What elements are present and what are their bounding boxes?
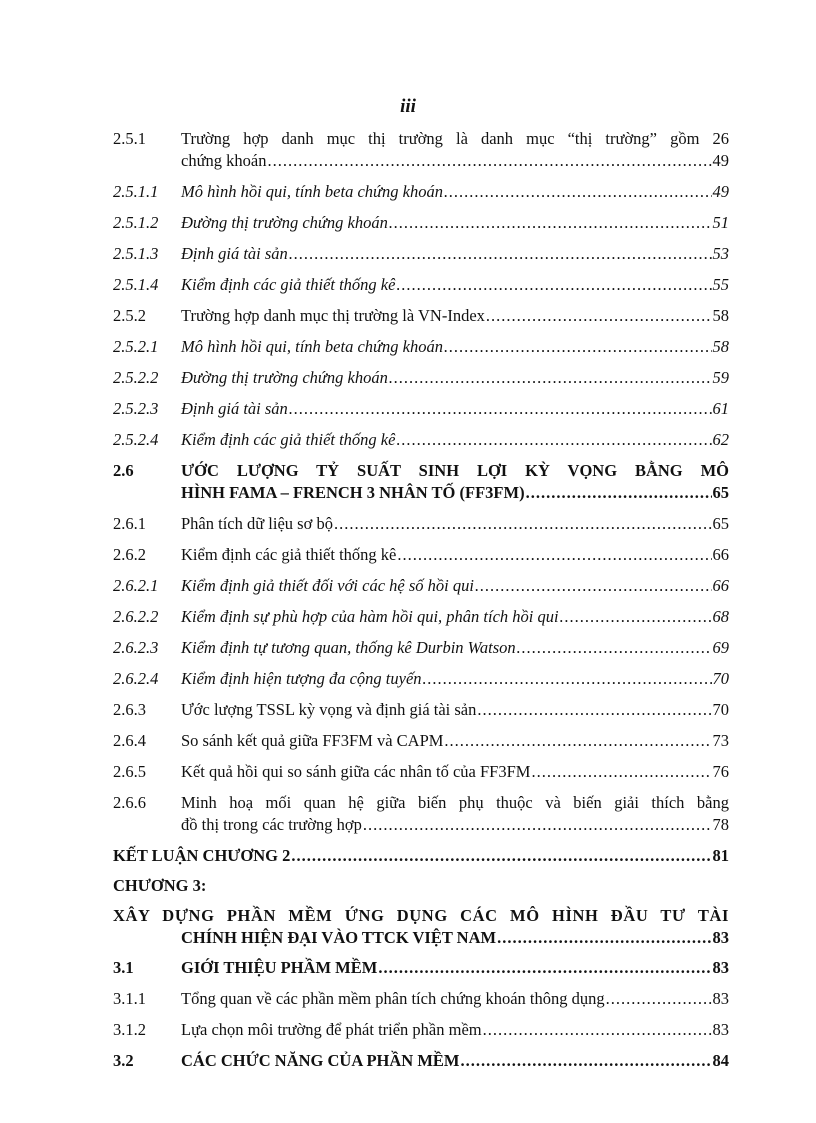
toc-entry-title: GIỚI THIỆU PHẦM MỀM <box>181 958 378 977</box>
toc-entry-number: 2.6.5 <box>113 762 146 781</box>
toc-entry-title: Phân tích dữ liệu sơ bộ <box>181 514 333 533</box>
toc-entry-title: KẾT LUẬN CHƯƠNG 2 <box>113 846 291 865</box>
toc-entry[interactable] <box>113 336 729 358</box>
toc-page-number: 58 <box>712 337 729 356</box>
toc-leader-dots <box>363 814 712 836</box>
toc-entry[interactable] <box>113 761 729 783</box>
toc-entry[interactable] <box>113 305 729 327</box>
toc-entry-number: 2.5.1.3 <box>113 244 159 263</box>
toc-entry-body <box>181 988 729 1010</box>
toc-entry-number: 2.5.1.4 <box>113 275 159 294</box>
toc-entry[interactable] <box>113 905 729 949</box>
toc-leader-dots <box>477 699 711 721</box>
toc-entry-number: 2.6.3 <box>113 700 146 719</box>
toc-entry-number: 2.6.2.3 <box>113 638 159 657</box>
toc-entry-title-line: Minh hoạ mối quan hệ giữa biến phụ thuộc và biến giải thích bằng <box>181 793 729 812</box>
toc-entry-number: 2.6.2.2 <box>113 607 159 626</box>
toc-entry-body <box>113 905 729 949</box>
toc-entry-number: 3.1.1 <box>113 989 146 1008</box>
toc-entry-title-line: ƯỚC LƯỢNG TỶ SUẤT SINH LỢI KỲ VỌNG BẰNG MÔ <box>181 461 729 480</box>
toc-entry-number: 3.1 <box>113 958 134 977</box>
toc-leader-dots <box>289 398 712 420</box>
toc-entry-title-line: Trường hợp danh mục thị trường là danh mục “thị trường” gồm 26 <box>181 129 729 148</box>
toc-entry-number: 2.5.2.1 <box>113 337 159 356</box>
toc-entry-title: Kiểm định các giả thiết thống kê <box>181 275 396 294</box>
toc-entry-body <box>181 544 729 566</box>
toc-entry-title: Kiểm định các giả thiết thống kê <box>181 545 397 564</box>
toc-leader-dots <box>461 1050 712 1072</box>
toc-entry-number: 2.5.1 <box>113 129 146 148</box>
toc-entry-title: Kiểm định tự tương quan, thống kê Durbin Watson <box>181 638 516 657</box>
toc-leader-dots <box>475 575 712 597</box>
toc-entry-body <box>181 1019 729 1041</box>
toc-leader-dots <box>389 367 712 389</box>
toc-entry[interactable] <box>113 181 729 203</box>
toc-page-number: 55 <box>712 275 729 294</box>
toc-entry-body <box>181 1050 729 1072</box>
toc-entry-body <box>181 367 729 389</box>
toc-entry-title: CHÍNH HIỆN ĐẠI VÀO TTCK VIỆT NAM <box>181 928 497 947</box>
toc-entry-body <box>181 429 729 451</box>
toc-entry[interactable] <box>113 128 729 172</box>
toc-entry-number: 2.6.2 <box>113 545 146 564</box>
toc-entry-body <box>181 181 729 203</box>
toc-leader-dots <box>378 957 711 979</box>
toc-entry-body <box>181 575 729 597</box>
toc-entry-body <box>181 398 729 420</box>
toc-entry-body <box>181 460 729 504</box>
toc-entry-body <box>181 305 729 327</box>
toc-entry-body <box>181 212 729 234</box>
toc-leader-dots <box>560 606 712 628</box>
toc-entry-number: 2.6.4 <box>113 731 146 750</box>
toc-entry-title: Ước lượng TSSL kỳ vọng và định giá tài sản <box>181 700 477 719</box>
toc-page-number: 68 <box>712 607 729 626</box>
toc-leader-dots <box>606 988 712 1010</box>
toc-entry-body <box>181 606 729 628</box>
toc-entry-title: Mô hình hồi qui, tính beta chứng khoán <box>181 182 443 201</box>
toc-leader-dots <box>267 150 711 172</box>
toc-entry-body <box>113 845 729 867</box>
toc-entry[interactable] <box>113 398 729 420</box>
toc-leader-dots <box>444 181 712 203</box>
toc-entry[interactable] <box>113 637 729 659</box>
toc-entry-number: 2.5.2.4 <box>113 430 159 449</box>
toc-entry-title: Kiểm định sự phù hợp của hàm hồi qui, phân tích hồi qui <box>181 607 559 626</box>
toc-entry[interactable] <box>113 730 729 752</box>
toc-entry-title: Tổng quan về các phần mềm phân tích chứng khoán thông dụng <box>181 989 605 1008</box>
toc-entry-body <box>181 637 729 659</box>
toc-entry[interactable] <box>113 845 729 867</box>
toc-leader-dots <box>444 336 712 358</box>
toc-page-number: 51 <box>712 213 729 232</box>
toc-entry-title: CÁC CHỨC NĂNG CỦA PHẦN MỀM <box>181 1051 460 1070</box>
toc-entry-body <box>181 274 729 296</box>
toc-page-number: 73 <box>712 731 729 750</box>
toc-entry-number: 2.6.2.1 <box>113 576 159 595</box>
toc-entry-title: CHƯƠNG 3: <box>113 876 207 895</box>
toc-entry-number: 2.6 <box>113 461 134 480</box>
toc-entry[interactable] <box>113 957 729 979</box>
toc-entry-body <box>181 792 729 836</box>
toc-entry-number: 2.6.6 <box>113 793 146 812</box>
toc-entry-title: Lựa chọn môi trường để phát triển phần mềm <box>181 1020 482 1039</box>
toc-entry-number: 2.6.1 <box>113 514 146 533</box>
toc-entry[interactable] <box>113 460 729 504</box>
toc-page-number: 83 <box>712 928 729 947</box>
toc-entry-number: 2.5.2.3 <box>113 399 159 418</box>
toc-page-number: 49 <box>712 151 729 170</box>
toc-entry-title: HÌNH FAMA – FRENCH 3 NHÂN TỐ (FF3FM) <box>181 483 525 502</box>
toc-entry-title: chứng khoán <box>181 151 267 170</box>
toc-page-number: 83 <box>712 958 729 977</box>
toc-page-number: 58 <box>712 306 729 325</box>
toc-page-number: 81 <box>712 846 729 865</box>
toc-entry-body <box>181 243 729 265</box>
toc-entry-body <box>181 128 729 172</box>
toc-entry-number: 2.5.1.1 <box>113 182 159 201</box>
toc-entry-number: 2.5.1.2 <box>113 213 159 232</box>
toc-page-number: 65 <box>712 514 729 533</box>
toc-page-number: 61 <box>712 399 729 418</box>
toc-entry-number: 2.5.2.2 <box>113 368 159 387</box>
toc-entry[interactable] <box>113 792 729 836</box>
toc-entry-title: Kiểm định các giả thiết thống kê <box>181 430 396 449</box>
toc-leader-dots <box>483 1019 712 1041</box>
toc-entry[interactable] <box>113 875 729 897</box>
toc-entry[interactable] <box>113 575 729 597</box>
toc-entry-title: Định giá tài sản <box>181 399 288 418</box>
toc-entry-title: So sánh kết quả giữa FF3FM và CAPM <box>181 731 444 750</box>
toc-entry[interactable] <box>113 988 729 1010</box>
toc-page-number: 84 <box>712 1051 729 1070</box>
toc-leader-dots <box>486 305 712 327</box>
toc-page-number: 83 <box>712 1020 729 1039</box>
toc-entry-body <box>181 513 729 535</box>
toc-page-number: 66 <box>712 545 729 564</box>
toc-entry[interactable] <box>113 544 729 566</box>
toc-page-number: 59 <box>712 368 729 387</box>
toc-entry[interactable] <box>113 513 729 535</box>
toc-leader-dots <box>531 761 711 783</box>
toc-entry-number: 3.1.2 <box>113 1020 146 1039</box>
toc-entry[interactable] <box>113 212 729 234</box>
toc-entry-title: Kết quả hồi qui so sánh giữa các nhân tố của FF3FM <box>181 762 531 781</box>
toc-page-number: 83 <box>712 989 729 1008</box>
toc-leader-dots <box>289 243 712 265</box>
toc-entry-number: 3.2 <box>113 1051 134 1070</box>
toc-page-number: 76 <box>712 762 729 781</box>
toc-entry[interactable] <box>113 367 729 389</box>
toc-entry-body <box>181 336 729 358</box>
toc-entry-body <box>181 761 729 783</box>
toc-entry-title: Kiểm định hiện tượng đa cộng tuyến <box>181 669 422 688</box>
toc-leader-dots <box>497 927 711 949</box>
toc-entry[interactable] <box>113 1050 729 1072</box>
toc-page-number: 70 <box>712 700 729 719</box>
toc-entry-title: Kiểm định giả thiết đối với các hệ số hồi qui <box>181 576 474 595</box>
toc-page-number: 66 <box>712 576 729 595</box>
toc-entry[interactable] <box>113 668 729 690</box>
toc-leader-dots <box>334 513 712 535</box>
toc-entry[interactable] <box>113 1019 729 1041</box>
toc-entry-body <box>181 668 729 690</box>
toc-entry[interactable] <box>113 429 729 451</box>
toc-entry-title: Trường hợp danh mục thị trường là VN-Index <box>181 306 485 325</box>
table-of-contents <box>113 128 729 1072</box>
toc-entry-body <box>181 699 729 721</box>
toc-leader-dots <box>396 274 711 296</box>
toc-leader-dots <box>526 482 712 504</box>
toc-leader-dots <box>397 544 711 566</box>
toc-page-number: 70 <box>712 669 729 688</box>
toc-leader-dots <box>423 668 712 690</box>
toc-entry-title: Định giá tài sản <box>181 244 288 263</box>
toc-leader-dots <box>517 637 712 659</box>
toc-entry-title: Mô hình hồi qui, tính beta chứng khoán <box>181 337 443 356</box>
toc-entry-number: 2.6.2.4 <box>113 669 159 688</box>
toc-entry-number: 2.5.2 <box>113 306 146 325</box>
toc-entry-body <box>113 875 729 897</box>
toc-entry-title: Đường thị trường chứng khoán <box>181 368 388 387</box>
toc-entry[interactable] <box>113 699 729 721</box>
toc-entry-title-line: XÂY DỰNG PHẦN MỀM ỨNG DỤNG CÁC MÔ HÌNH ĐẦU TƯ TÀI <box>113 906 729 925</box>
toc-page-number: 65 <box>712 483 729 502</box>
toc-entry[interactable] <box>113 274 729 296</box>
toc-entry-body <box>181 957 729 979</box>
toc-page-number: 62 <box>712 430 729 449</box>
toc-page-number: 78 <box>712 815 729 834</box>
toc-entry[interactable] <box>113 243 729 265</box>
toc-entry-body <box>181 730 729 752</box>
toc-page-number: 49 <box>712 182 729 201</box>
toc-page-number: 53 <box>712 244 729 263</box>
toc-leader-dots <box>291 845 711 867</box>
toc-leader-dots <box>444 730 711 752</box>
toc-leader-dots <box>396 429 711 451</box>
toc-entry[interactable] <box>113 606 729 628</box>
toc-entry-title: Đường thị trường chứng khoán <box>181 213 388 232</box>
toc-entry-title: đồ thị trong các trường hợp <box>181 815 362 834</box>
toc-page-number: 69 <box>712 638 729 657</box>
page-number: iii <box>400 96 416 117</box>
toc-leader-dots <box>389 212 712 234</box>
